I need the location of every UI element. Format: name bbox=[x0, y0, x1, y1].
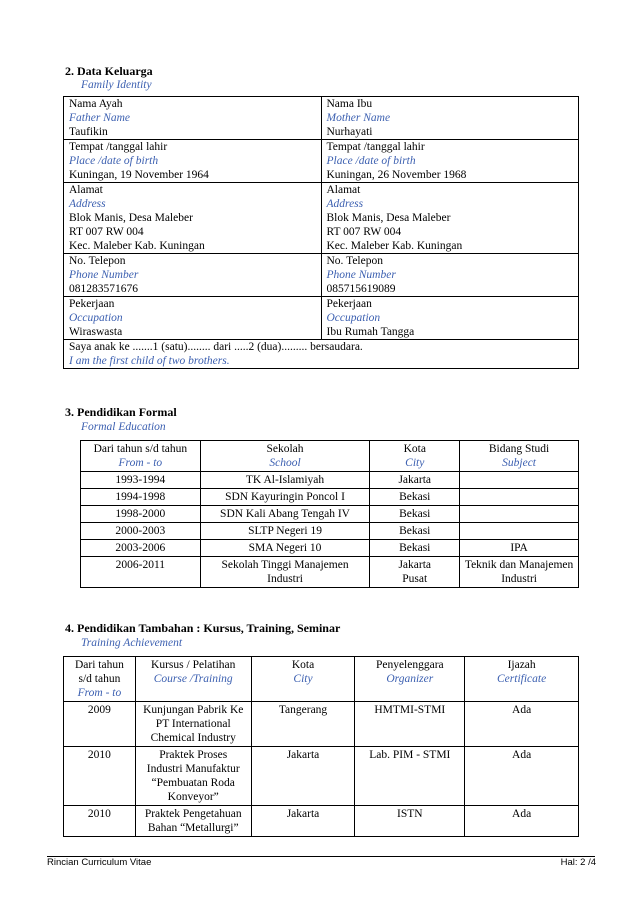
header-cell bbox=[135, 657, 251, 702]
header-label: Kota bbox=[403, 443, 426, 455]
cell-line: 2006-2011 bbox=[115, 559, 166, 571]
family-cell-right bbox=[321, 254, 579, 297]
cell-line: SLTP Negeri 19 bbox=[248, 525, 322, 537]
cell-line: SDN Kali Abang Tengah IV bbox=[220, 508, 350, 520]
cell-line: ISTN bbox=[397, 808, 423, 820]
field-value: Wiraswasta bbox=[69, 326, 123, 338]
table-row bbox=[81, 472, 579, 489]
family-cell-left bbox=[64, 140, 322, 183]
family-note-row bbox=[64, 340, 579, 369]
cell-line: HMTMI-STMI bbox=[374, 704, 446, 716]
field-value: Taufikin bbox=[69, 126, 108, 138]
cell-line: PT International bbox=[155, 718, 231, 730]
cell-line: 2003-2006 bbox=[115, 542, 166, 554]
header-label-en: City bbox=[405, 457, 425, 469]
table-cell bbox=[64, 747, 136, 806]
cell-line: Ada bbox=[512, 749, 532, 761]
family-row bbox=[64, 254, 579, 297]
table-cell bbox=[370, 489, 460, 506]
field-value: Kuningan, 26 November 1968 bbox=[326, 169, 467, 181]
field-value: Ibu Rumah Tangga bbox=[326, 326, 415, 338]
table-cell bbox=[81, 557, 201, 588]
header-label: Ijazah bbox=[507, 659, 536, 671]
cell-line bbox=[464, 473, 574, 487]
cell-line: Pusat bbox=[402, 573, 428, 585]
cell-line: Teknik dan Manajemen bbox=[464, 559, 574, 571]
table-cell bbox=[355, 747, 465, 806]
table-cell bbox=[465, 806, 579, 837]
cell-line: Jakarta bbox=[286, 749, 320, 761]
cell-line: IPA bbox=[510, 542, 528, 554]
table-cell bbox=[200, 540, 370, 557]
cell-line: 1993-1994 bbox=[115, 474, 166, 486]
header-label: Kota bbox=[291, 659, 315, 671]
footer-page-number: Hal: 2 /4 bbox=[560, 857, 596, 868]
family-cell-right bbox=[321, 140, 579, 183]
sibling-note-en: I am the first child of two brothers. bbox=[69, 355, 230, 367]
cell-line: Industri bbox=[267, 573, 303, 585]
header-label-en: Subject bbox=[502, 457, 536, 469]
header-cell bbox=[460, 441, 579, 472]
family-cell-right bbox=[321, 183, 579, 254]
table-row bbox=[81, 540, 579, 557]
field-label-en: Occupation bbox=[326, 312, 381, 324]
field-value: 081283571676 bbox=[69, 283, 138, 295]
cell-line: “Pembuatan Roda bbox=[151, 777, 235, 789]
header-label: Dari tahun bbox=[74, 659, 124, 671]
table-cell bbox=[460, 489, 579, 506]
table-cell bbox=[460, 557, 579, 588]
header-label-en: Organizer bbox=[386, 673, 434, 685]
field-label-en: Address bbox=[326, 198, 364, 210]
field-value: RT 007 RW 004 bbox=[326, 226, 402, 238]
section3-title: 3. Pendidikan Formal bbox=[65, 405, 177, 419]
table-cell bbox=[81, 506, 201, 523]
formal-education-table bbox=[80, 440, 579, 588]
header-cell bbox=[200, 441, 370, 472]
header-label-en: From - to bbox=[77, 687, 122, 699]
table-cell bbox=[64, 806, 136, 837]
field-label: Nama Ayah bbox=[69, 98, 123, 110]
family-row bbox=[64, 297, 579, 340]
cell-line: Chemical Industry bbox=[150, 732, 236, 744]
table-cell bbox=[355, 702, 465, 747]
field-label-en: Mother Name bbox=[326, 112, 391, 124]
field-label-en: Address bbox=[69, 198, 106, 210]
header-cell bbox=[465, 657, 579, 702]
table-cell bbox=[200, 523, 370, 540]
header-cell bbox=[355, 657, 465, 702]
header-label: Dari tahun s/d tahun bbox=[93, 443, 188, 455]
cell-line: TK Al-Islamiyah bbox=[245, 474, 325, 486]
section2-subtitle: Family Identity bbox=[81, 79, 152, 91]
table-row bbox=[81, 506, 579, 523]
cell-line: Sekolah Tinggi Manajemen bbox=[221, 559, 349, 571]
field-value: RT 007 RW 004 bbox=[69, 226, 144, 238]
table-cell bbox=[460, 506, 579, 523]
field-value: Nurhayati bbox=[326, 126, 373, 138]
cell-line: Lab. PIM - STMI bbox=[369, 749, 451, 761]
cell-line: Jakarta bbox=[286, 808, 320, 820]
cell-line: 1994-1998 bbox=[115, 491, 166, 503]
header-cell bbox=[251, 657, 355, 702]
cell-line: Bekasi bbox=[399, 491, 431, 503]
family-cell-left bbox=[64, 183, 322, 254]
cell-line: Jakarta bbox=[398, 474, 432, 486]
header-row bbox=[81, 441, 579, 472]
cell-line: Praktek Pengetahuan bbox=[144, 808, 242, 820]
table-cell bbox=[135, 806, 251, 837]
table-cell bbox=[81, 472, 201, 489]
cell-line bbox=[464, 524, 574, 538]
section3-subtitle: Formal Education bbox=[81, 421, 166, 433]
cell-line bbox=[464, 490, 574, 504]
family-cell-right bbox=[321, 297, 579, 340]
cell-line: Jakarta bbox=[398, 559, 432, 571]
footer-doc-title: Rincian Curriculum Vitae bbox=[47, 857, 152, 868]
cell-line: Industri bbox=[501, 573, 537, 585]
header-label: Kursus / Pelatihan bbox=[151, 659, 236, 671]
table-cell bbox=[81, 523, 201, 540]
training-table bbox=[63, 656, 579, 837]
header-cell bbox=[81, 441, 201, 472]
family-cell-right bbox=[321, 97, 579, 140]
field-value: Blok Manis, Desa Maleber bbox=[326, 212, 451, 224]
family-row bbox=[64, 97, 579, 140]
cell-line: Bekasi bbox=[399, 508, 431, 520]
field-label-en: Father Name bbox=[69, 112, 131, 124]
table-cell bbox=[460, 540, 579, 557]
field-label: No. Telepon bbox=[69, 255, 126, 267]
cell-line: SDN Kayuringin Poncol I bbox=[225, 491, 345, 503]
field-label: Alamat bbox=[69, 184, 103, 196]
table-cell bbox=[251, 806, 355, 837]
cell-line: Bekasi bbox=[399, 542, 431, 554]
field-label-en: Phone Number bbox=[326, 269, 396, 281]
header-label: Penyelenggara bbox=[375, 659, 444, 671]
table-cell bbox=[200, 472, 370, 489]
cell-line: Bekasi bbox=[399, 525, 431, 537]
table-cell bbox=[370, 540, 460, 557]
family-cell-left bbox=[64, 254, 322, 297]
field-label-en: Place /date of birth bbox=[69, 155, 159, 167]
table-row bbox=[64, 806, 579, 837]
family-cell-left bbox=[64, 297, 322, 340]
family-row bbox=[64, 140, 579, 183]
cell-line: 2009 bbox=[87, 704, 111, 716]
field-value: Kuningan, 19 November 1964 bbox=[69, 169, 209, 181]
field-label: Tempat /tanggal lahir bbox=[69, 141, 168, 153]
section2-title: 2. Data Keluarga bbox=[65, 64, 153, 78]
table-row bbox=[64, 747, 579, 806]
cell-line: Praktek Proses bbox=[159, 749, 228, 761]
cell-line: Tangerang bbox=[278, 704, 328, 716]
header-label: Bidang Studi bbox=[488, 443, 550, 455]
cell-line: Konveyor” bbox=[167, 791, 219, 803]
family-identity-table bbox=[63, 96, 579, 369]
table-cell bbox=[465, 702, 579, 747]
cell-line: Ada bbox=[512, 704, 532, 716]
cell-line: SMA Negeri 10 bbox=[248, 542, 322, 554]
field-label: Pekerjaan bbox=[326, 298, 372, 310]
field-label-en: Occupation bbox=[69, 312, 123, 324]
cell-line: Bahan “Metallurgi” bbox=[147, 822, 239, 834]
table-cell bbox=[251, 747, 355, 806]
table-cell bbox=[251, 702, 355, 747]
cell-line: 2010 bbox=[87, 808, 111, 820]
table-row bbox=[81, 523, 579, 540]
field-label: Alamat bbox=[326, 184, 361, 196]
field-value: Blok Manis, Desa Maleber bbox=[69, 212, 193, 224]
table-row bbox=[64, 702, 579, 747]
table-cell bbox=[64, 702, 136, 747]
cell-line: 1998-2000 bbox=[115, 508, 166, 520]
family-row bbox=[64, 183, 579, 254]
field-label-en: Place /date of birth bbox=[326, 155, 416, 167]
field-value: Kec. Maleber Kab. Kuningan bbox=[69, 240, 205, 252]
cell-line: 2010 bbox=[87, 749, 111, 761]
field-value: Kec. Maleber Kab. Kuningan bbox=[326, 240, 463, 252]
header-label-en: School bbox=[269, 457, 301, 469]
field-label: Nama Ibu bbox=[326, 98, 373, 110]
table-cell bbox=[465, 747, 579, 806]
table-cell bbox=[355, 806, 465, 837]
table-cell bbox=[370, 472, 460, 489]
family-note-cell bbox=[64, 340, 579, 369]
table-row bbox=[81, 489, 579, 506]
table-cell bbox=[200, 506, 370, 523]
table-cell bbox=[135, 747, 251, 806]
table-row bbox=[81, 557, 579, 588]
header-label-en: City bbox=[293, 673, 313, 685]
cell-line: Ada bbox=[512, 808, 532, 820]
table-cell bbox=[135, 702, 251, 747]
table-cell bbox=[200, 557, 370, 588]
field-label: Tempat /tanggal lahir bbox=[326, 141, 425, 153]
cell-line bbox=[464, 507, 574, 521]
table-cell bbox=[460, 523, 579, 540]
field-label: No. Telepon bbox=[326, 255, 383, 267]
header-label-en: Certificate bbox=[497, 673, 547, 685]
sibling-note: Saya anak ke .......1 (satu)........ dari .....2 (dua)......... bersaudara. bbox=[69, 341, 363, 353]
field-value: 085715619089 bbox=[326, 283, 396, 295]
header-row bbox=[64, 657, 579, 702]
cell-line: Kunjungan Pabrik Ke bbox=[143, 704, 244, 716]
field-label: Pekerjaan bbox=[69, 298, 115, 310]
field-label-en: Phone Number bbox=[69, 269, 139, 281]
cell-line: 2000-2003 bbox=[115, 525, 166, 537]
header-label: s/d tahun bbox=[78, 673, 121, 685]
table-cell bbox=[370, 557, 460, 588]
header-cell bbox=[64, 657, 136, 702]
table-cell bbox=[370, 506, 460, 523]
section4-title: 4. Pendidikan Tambahan : Kursus, Training, Seminar bbox=[65, 621, 341, 635]
table-cell bbox=[370, 523, 460, 540]
table-cell bbox=[460, 472, 579, 489]
header-label-en: Course /Training bbox=[153, 673, 233, 685]
cell-line: Industri Manufaktur bbox=[146, 763, 240, 775]
header-cell bbox=[370, 441, 460, 472]
table-cell bbox=[81, 540, 201, 557]
table-cell bbox=[200, 489, 370, 506]
header-label-en: From - to bbox=[118, 457, 163, 469]
section4-subtitle: Training Achievement bbox=[81, 637, 183, 649]
family-cell-left bbox=[64, 97, 322, 140]
header-label: Sekolah bbox=[266, 443, 304, 455]
table-cell bbox=[81, 489, 201, 506]
